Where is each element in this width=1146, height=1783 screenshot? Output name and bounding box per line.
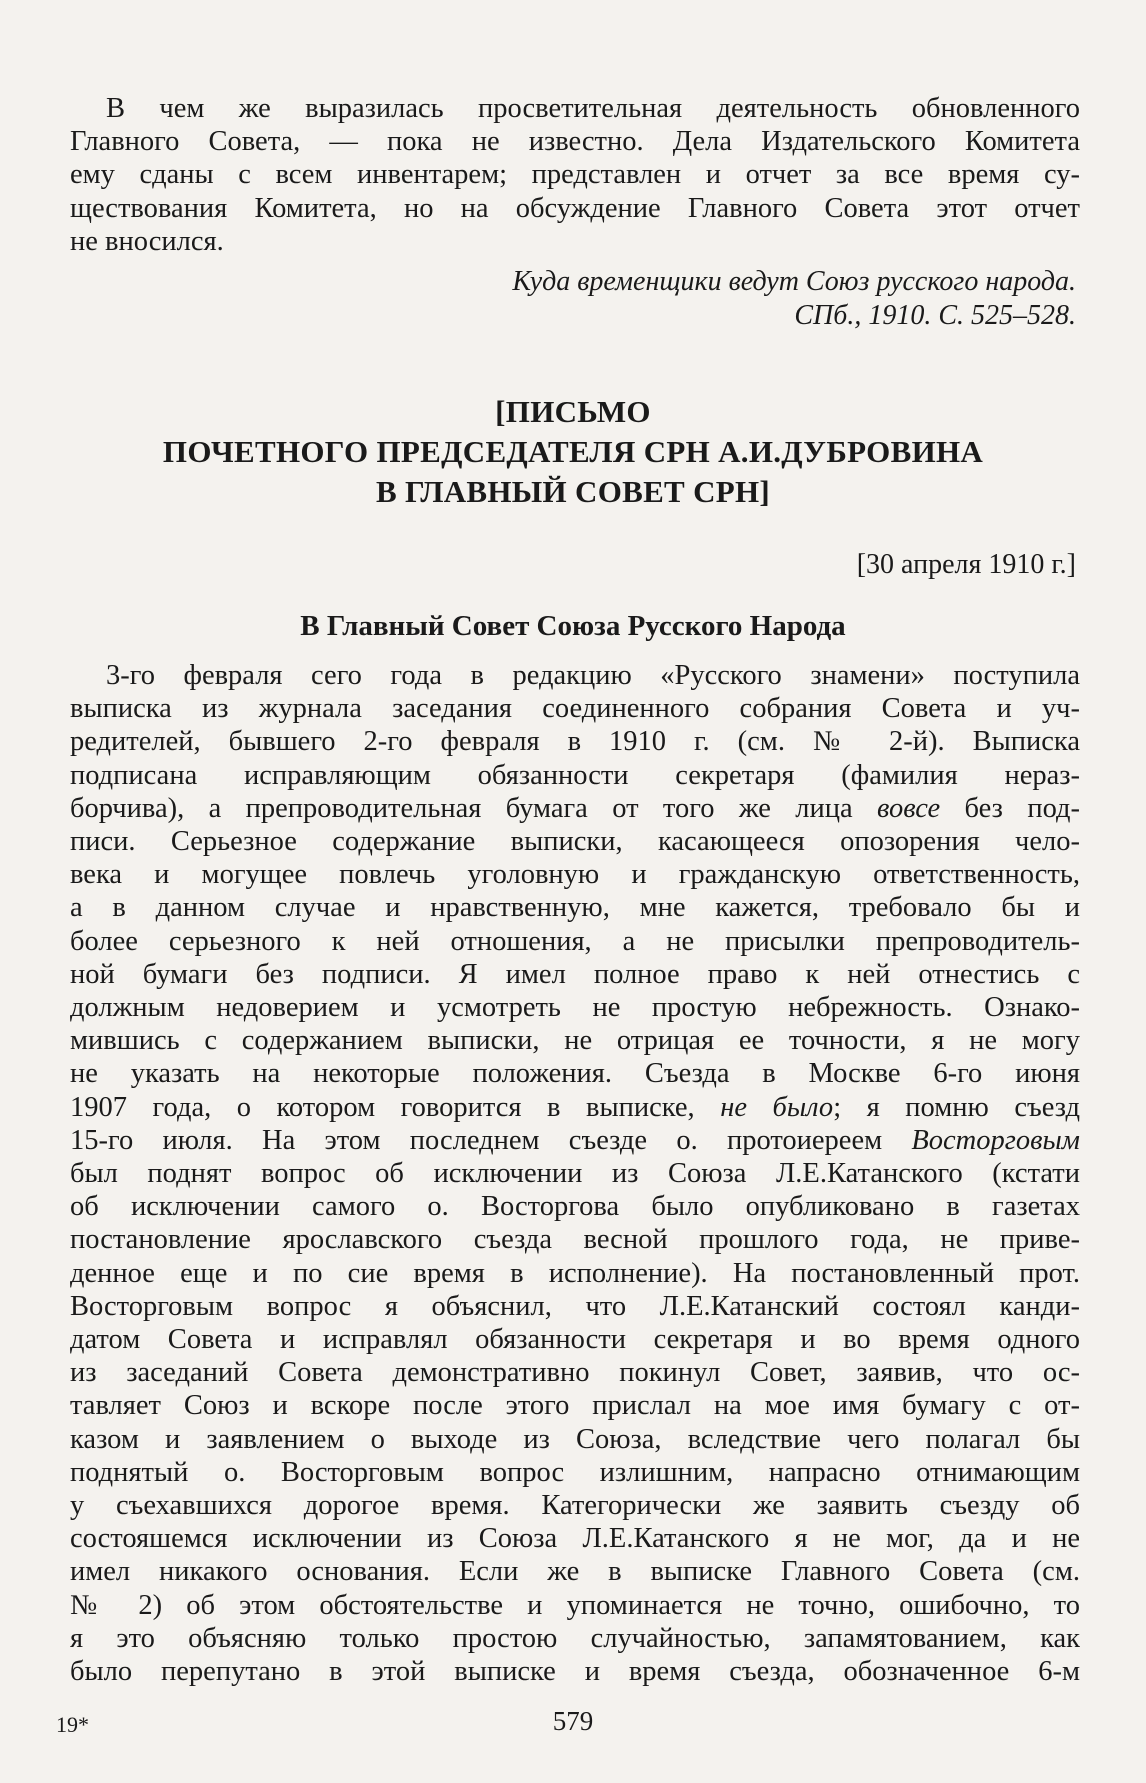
signature-mark: 19* [56, 1712, 89, 1737]
text-line [70, 1124, 1080, 1157]
text-line: 3-го февраля сего года в редакцию «Русского знамени» поступила [106, 660, 1080, 691]
emphasis-text: вовсе [877, 792, 941, 824]
text-line: имел никакого основания. Если же в выписке Главного Совета (см. [70, 1556, 1080, 1588]
text-line: Восторговым вопрос я объяснил, что Л.Е.Катанский состоял канди- [70, 1290, 1080, 1322]
text-line: века и могущее повлечь уголовную и гражданскую ответственность, [70, 859, 1080, 891]
text-line: не вносился. [70, 225, 224, 257]
text-line: казом и заявлением о выходе из Союза, вследствие чего полагал бы [70, 1423, 1080, 1455]
letter-addressee: В Главный Совет Союза Русского Народа [300, 610, 846, 642]
text-line: поднятый о. Восторговым вопрос излишним, напрасно отнимающим [70, 1456, 1080, 1488]
text-line: редителей, бывшего 2-го февраля в 1910 г. (см. № 2-й). Выписка [70, 726, 1080, 758]
text-line: а в данном случае и нравственную, мне кажется, требовало бы и [70, 892, 1080, 924]
text-line: подписана исправляющим обязанности секретаря (фамилия нераз- [70, 759, 1080, 791]
text-line: ной бумаги без подписи. Я имел полное право к ней отнестись с [70, 958, 1080, 990]
text-line: был поднят вопрос об исключении из Союза Л.Е.Катанского (кстати [70, 1158, 1080, 1190]
text-line: состояшемся исключении из Союза Л.Е.Катанского я не мог, да и не [70, 1523, 1080, 1555]
title-line: ПОЧЕТНОГО ПРЕДСЕДАТЕЛЯ СРН А.И.ДУБРОВИНА [162, 434, 984, 469]
source-citation [512, 265, 1076, 333]
text-line: ществования Комитета, но на обсуждение Главного Совета этот отчет [70, 192, 1080, 224]
text-line: более серьезного к ней отношения, а не присылки препроводитель- [70, 925, 1080, 957]
intro-paragraph [70, 92, 1080, 258]
text-segment: 1907 года, о котором говорится в выписке, [70, 1091, 721, 1123]
text-line [70, 792, 1080, 825]
text-line: мившись с содержанием выписки, не отрицая ее точности, я не могу [70, 1025, 1080, 1057]
text-segment: без под- [940, 792, 1080, 824]
text-line: денное еще и по сие время в исполнение). На постановленный прот. [70, 1257, 1080, 1289]
text-line: я это объясняю только простою случайностью, запамятованием, как [70, 1622, 1080, 1654]
text-line: Главного Совета, — пока не известно. Дела Издательского Комитета [70, 126, 1080, 158]
text-line: писи. Серьезное содержание выписки, касающееся опозорения чело- [70, 826, 1080, 858]
text-line: выписка из журнала заседания соединенного собрания Совета и уч- [70, 693, 1080, 725]
text-line: датом Совета и исправлял обязанности секретаря и во время одного [70, 1324, 1080, 1356]
text-line: постановление ярославского съезда весной прошлого года, не приве- [70, 1224, 1080, 1256]
text-segment: борчива), а препроводительная бумага от того же лица [70, 792, 877, 824]
title-line: [ПИСЬМО [495, 394, 651, 429]
text-line: из заседаний Совета демонстративно покинул Совет, заявив, что ос- [70, 1357, 1080, 1389]
letter-body [70, 659, 1080, 1688]
text-line: у съехавшихся дорогое время. Категорически же заявить съезду об [70, 1490, 1080, 1522]
source-title: Куда временщики ведут Союз русского народа. [512, 266, 1076, 297]
text-line: № 2) об этом обстоятельстве и упоминается не точно, ошибочно, то [70, 1589, 1080, 1621]
text-line [70, 1091, 1080, 1124]
text-line: тавляет Союз и вскоре после этого прислал на мое имя бумагу с от- [70, 1390, 1080, 1422]
text-segment: ; я помню съезд [833, 1091, 1080, 1123]
text-line: должным недоверием и усмотреть не простую небрежность. Ознако- [70, 992, 1080, 1024]
document-title [0, 392, 1146, 512]
emphasis-text: не было [720, 1091, 834, 1123]
text-line: ему сданы с всем инвентарем; представлен и отчет за все время су- [70, 159, 1080, 191]
letter-date: [30 апреля 1910 г.] [856, 549, 1076, 580]
page-number: 579 [552, 1706, 594, 1736]
text-segment: 15-го июля. На этом последнем съезде о. протоиереем [70, 1124, 912, 1156]
text-line: было перепутано в этой выписке и время съезда, обозначенное 6-м [70, 1656, 1080, 1688]
text-line: не указать на некоторые положения. Съезда в Москве 6-го июня [70, 1058, 1080, 1090]
text-line: В чем же выразилась просветительная деятельность обновленного [106, 93, 1080, 124]
title-line: В ГЛАВНЫЙ СОВЕТ СРН] [375, 474, 771, 509]
source-publication: СПб., 1910. С. 525–528. [794, 300, 1076, 331]
text-line: об исключении самого о. Восторгова было опубликовано в газетах [70, 1191, 1080, 1223]
emphasis-text: Восторговым [911, 1124, 1080, 1156]
